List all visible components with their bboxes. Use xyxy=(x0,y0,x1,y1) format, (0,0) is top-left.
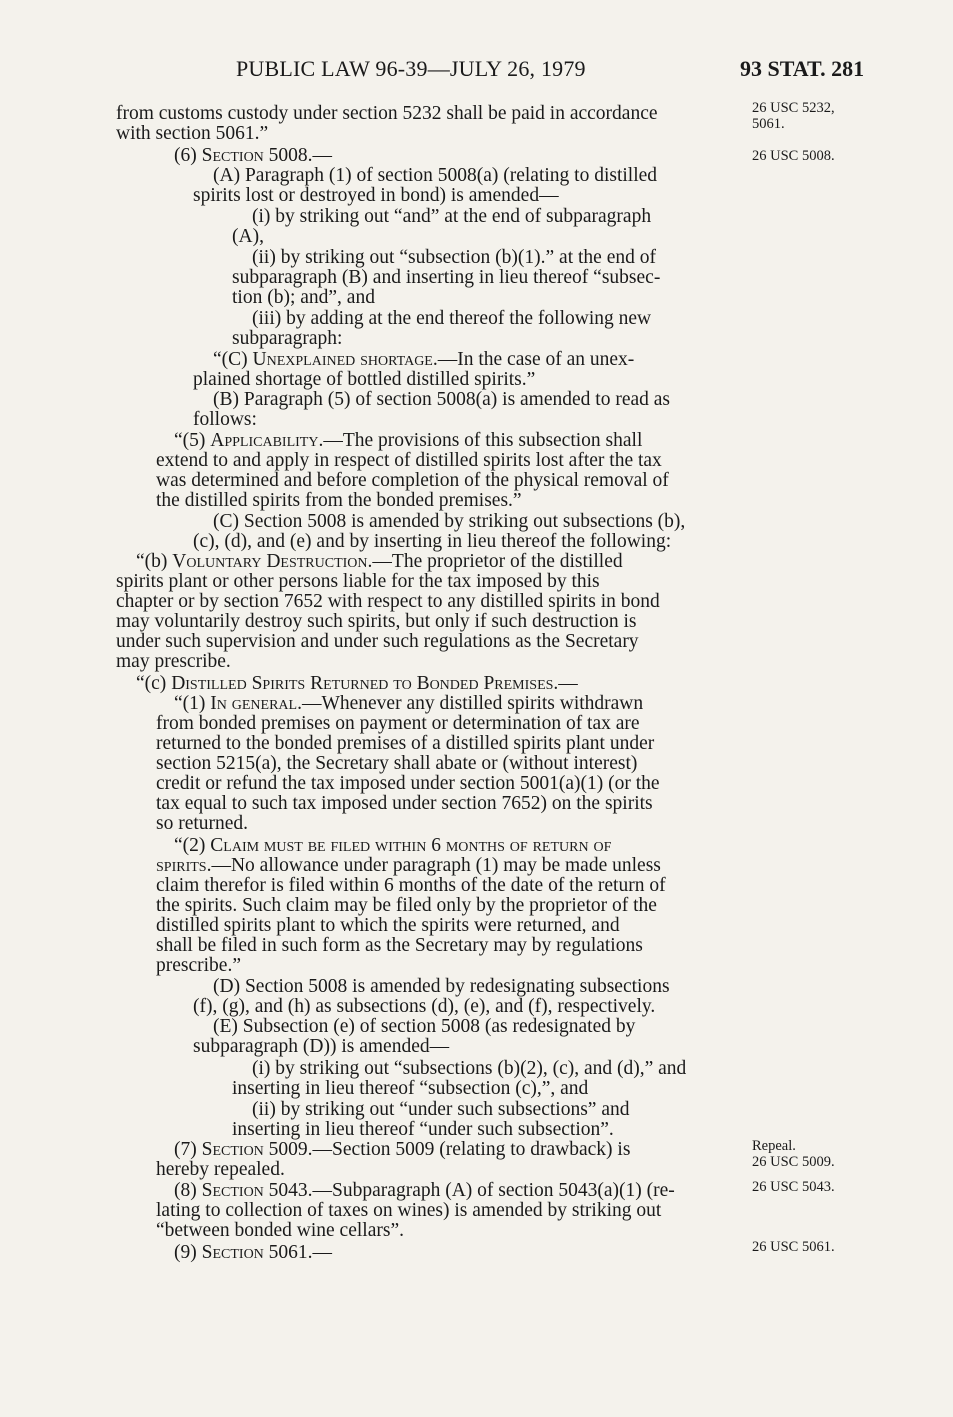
text-line: with section 5061.” xyxy=(116,123,269,144)
text-line: may voluntarily destroy such spirits, but only if such destruction is xyxy=(116,611,637,632)
text-line: inserting in lieu thereof “subsection (c),”, and xyxy=(232,1078,589,1099)
text-line: (ii) by striking out “under such subsections” and xyxy=(252,1099,630,1120)
margin-note: 26 USC 5232, 5061. xyxy=(752,100,835,132)
text-line: extend to and apply in respect of distilled spirits lost after the tax xyxy=(156,450,662,471)
text-line: “(c) Distilled Spirits Returned to Bonded Premises.— xyxy=(136,673,578,694)
text-line: “(5) Applicability.—The provisions of this subsection shall xyxy=(174,430,643,451)
text-line: inserting in lieu thereof “under such subsection”. xyxy=(232,1119,614,1140)
margin-note: 26 USC 5008. xyxy=(752,148,835,164)
text-line: subparagraph: xyxy=(232,328,343,349)
text-line: prescribe.” xyxy=(156,955,241,976)
text-line: so returned. xyxy=(156,813,249,834)
text-line: credit or refund the tax imposed under section 5001(a)(1) (or the xyxy=(156,773,660,794)
text-line: (C) Section 5008 is amended by striking out subsections (b), xyxy=(213,511,686,532)
text-line: “(1) In general.—Whenever any distilled spirits withdrawn xyxy=(174,693,644,714)
text-line: (E) Subsection (e) of section 5008 (as redesignated by xyxy=(213,1016,636,1037)
text-line: “(C) Unexplained shortage.—In the case of an unex- xyxy=(213,349,635,370)
text-line: (i) by striking out “subsections (b)(2), (c), and (d),” and xyxy=(252,1058,687,1079)
text-line: subparagraph (B) and inserting in lieu thereof “subsec- xyxy=(232,267,661,288)
text-line: plained shortage of bottled distilled spirits.” xyxy=(193,369,536,390)
text-line: the spirits. Such claim may be filed only by the proprietor of the xyxy=(156,895,657,916)
running-head: PUBLIC LAW 96-39—JULY 26, 1979 xyxy=(236,56,586,81)
text-line: follows: xyxy=(193,409,257,430)
text-line: hereby repealed. xyxy=(156,1159,285,1180)
section-heading: (7) Section 5009.—Section 5009 (relating to drawback) is xyxy=(174,1139,631,1160)
text-line: spirits plant or other persons liable for the tax imposed by this xyxy=(116,571,600,592)
text-line: (iii) by adding at the end thereof the following new xyxy=(252,308,652,329)
text-line: tax equal to such tax imposed under section 7652) on the spirits xyxy=(156,793,653,814)
section-heading: (9) Section 5061.— xyxy=(174,1242,333,1263)
text-line: was determined and before completion of the physical removal of xyxy=(156,470,669,491)
text-line: section 5215(a), the Secretary shall abate or (without interest) xyxy=(156,753,638,774)
text-line: (A) Paragraph (1) of section 5008(a) (relating to distilled xyxy=(213,165,658,186)
text-line: (f), (g), and (h) as subsections (d), (e), and (f), respectively. xyxy=(193,996,656,1017)
text-line: (i) by striking out “and” at the end of subparagraph xyxy=(252,206,652,227)
text-line: (ii) by striking out “subsection (b)(1).” at the end of xyxy=(252,247,656,268)
text-line: lating to collection of taxes on wines) is amended by striking out xyxy=(156,1200,662,1221)
section-heading: (8) Section 5043.—Subparagraph (A) of section 5043(a)(1) (re- xyxy=(174,1180,675,1201)
text-line: from customs custody under section 5232 shall be paid in accordance xyxy=(116,103,658,124)
section-heading: (6) Section 5008.— xyxy=(174,145,333,166)
text-line: distilled spirits plant to which the spirits were returned, and xyxy=(156,915,620,936)
text-line: spirits.—No allowance under paragraph (1) may be made unless xyxy=(156,855,661,876)
text-line: subparagraph (D)) is amended— xyxy=(193,1036,450,1057)
text-line: “(b) Voluntary Destruction.—The proprietor of the distilled xyxy=(136,551,623,572)
page-header xyxy=(0,56,953,86)
text-line: (A), xyxy=(232,226,264,247)
text-line: spirits lost or destroyed in bond) is amended— xyxy=(193,185,559,206)
text-line: “(2) Claim must be filed within 6 months of return of xyxy=(174,835,612,856)
text-line: chapter or by section 7652 with respect to any distilled spirits in bond xyxy=(116,591,660,612)
text-line: (D) Section 5008 is amended by redesignating subsections xyxy=(213,976,670,997)
text-line: “between bonded wine cellars”. xyxy=(156,1220,404,1241)
margin-note: Repeal. 26 USC 5009. xyxy=(752,1138,835,1170)
text-line: the distilled spirits from the bonded premises.” xyxy=(156,490,522,511)
margin-note: 26 USC 5043. xyxy=(752,1179,835,1195)
text-line: shall be filed in such form as the Secretary may by regulations xyxy=(156,935,643,956)
text-line: returned to the bonded premises of a distilled spirits plant under xyxy=(156,733,655,754)
statute-page-number: 93 STAT. 281 xyxy=(740,56,865,81)
text-line: tion (b); and”, and xyxy=(232,287,375,308)
text-line: from bonded premises on payment or determination of tax are xyxy=(156,713,640,734)
text-line: under such supervision and under such regulations as the Secretary xyxy=(116,631,639,652)
text-line: (c), (d), and (e) and by inserting in lieu thereof the following: xyxy=(193,531,672,552)
margin-note: 26 USC 5061. xyxy=(752,1239,835,1255)
text-line: may prescribe. xyxy=(116,651,231,672)
text-line: (B) Paragraph (5) of section 5008(a) is amended to read as xyxy=(213,389,671,410)
text-line: claim therefor is filed within 6 months of the date of the return of xyxy=(156,875,666,896)
